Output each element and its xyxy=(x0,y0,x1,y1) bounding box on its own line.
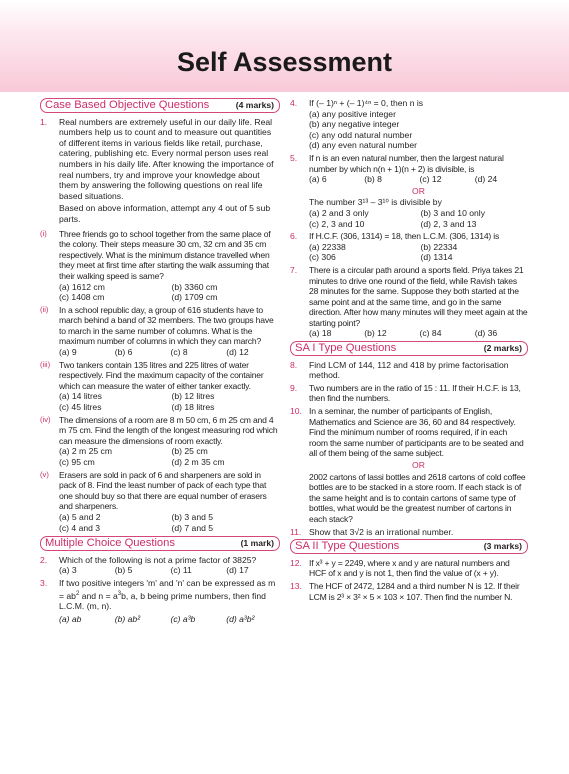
question-12: 12. If x³ + y = 2249, where x and y are natural numbers and HCF of x and y is not 1, then find the value of (x + y). xyxy=(290,557,510,579)
options: (a) 6 (b) 8 (c) 12 (d) 24 xyxy=(309,174,498,185)
question-5: 5. If n is an even natural number, then the largest natural number by which n(n + 1)(n + 2) is divisible, is (a) 6 (b) 8 (c) 12 (d) 24 OR The number 3¹³ – 3¹⁰ is divisible by (a) 2 and 3 only (b) 3 and 10 only (c) 2, 3 and 10 (d) 2, 3 and 13 xyxy=(290,153,528,229)
options: (a) 2 and 3 only (b) 3 and 10 only (c) 2, 3 and 10 (d) 2, 3 and 13 xyxy=(309,207,485,229)
question-3: 3. If two positive integers 'm' and 'n' can be expressed as $m = ab^2$ and $n = a^3b$, a, b being prime numbers, then find L.C.M. (m, n). (a) ab (b) ab² (c) a³b (d) a³b² xyxy=(40,578,280,624)
options: (a) 3 (b) 5 (c) 11 (d) 17 xyxy=(59,565,249,576)
section-marks: (4 marks) xyxy=(235,100,274,110)
question-text: Real numbers are extremely useful in our daily life. Real numbers help us to count and to measure out quantities of different items in various fields like retail, purchase, catering, publishing etc. Every normal person uses real numbers in his daily life. After knowing the importance of real numbers, try and improve your knowledge about them by answering the following questions on real life based situations. xyxy=(59,116,274,201)
section-header-case-based xyxy=(40,98,280,113)
section-header-sa2 xyxy=(290,539,528,554)
options: (a) 9 (b) 6 (c) 8 (d) 12 xyxy=(59,347,249,358)
question-7: 7. There is a circular path around a sports field. Priya takes 21 minutes to drive one round of the field, while Ravish takes 28 minutes for the same. Suppose they both started at the same point and at the same time, and go in the same direction. After how many minutes will they meet again at the starting point? (a) 18 (b) 12 (c) 84 (d) 36 xyxy=(290,264,528,339)
options: (a) 22338 (b) 22334 (c) 306 (d) 1314 xyxy=(309,241,458,263)
question-9: 9. Two numbers are in the ratio of 15 : 11. If their H.C.F. is 13, then find the numbers. xyxy=(290,382,521,404)
options: (a) 1612 cm (b) 3360 cm (c) 1408 cm (d) 1709 cm xyxy=(59,281,218,303)
question-instruction: Based on above information, attempt any 4 out of 5 sub parts. xyxy=(59,203,271,224)
sub-question-i: (i) Three friends go to school together from the same place of the colony. Their steps measure 30 cm, 32 cm and 35 cm respectively. What is the minimum distance travelled when they meet at first time after starting the walk assuming that their walking speed is same? (a) 1612 cm (b) 3360 cm (c) 1408 cm (d) 1709 cm xyxy=(40,229,280,303)
options: (a) 5 and 2 (b) 3 and 5 (c) 4 and 3 (d) 7 and 5 xyxy=(59,511,214,533)
options: (a) 14 litres (b) 12 litres (c) 45 litres (d) 18 litres xyxy=(59,391,215,413)
question-1 xyxy=(40,117,280,227)
section-title: Multiple Choice Questions xyxy=(45,537,175,550)
section-header-sa1 xyxy=(290,341,528,356)
question-2: 2. Which of the following is not a prime factor of 3825? (a) 3 (b) 5 (c) 11 (d) 17 xyxy=(40,555,280,576)
section-title: Case Based Objective Questions xyxy=(45,99,210,111)
question-10: 10. In a seminar, the number of participants of English, Mathematics and Science are 36, 60 and 84 respectively. Find the minimum number of rooms required, if in each room the same number of participants are to be seated and all of them being of the same subject. OR 2002 cartons of lassi bottles and 2618 cartons of cold coffee bottles are to be stacked in a store room. If each stack is of the same height and is to contain cartons of same type of bottles, what would be the greatest number of cartons in each stack? xyxy=(290,406,528,525)
section-header-mcq xyxy=(40,536,280,551)
right-column xyxy=(290,98,528,604)
sub-question-iii: (iii) Two tankers contain 135 litres and 225 litres of water respectively. Find the maximum capacity of the container which can measure the water of either tanker exactly. (a) 14 litres (b) 12 litres (c) 45 litres (d) 18 litres xyxy=(40,360,280,413)
or-label: OR xyxy=(412,185,425,196)
left-column xyxy=(40,98,280,626)
section-title: SA II Type Questions xyxy=(295,540,400,553)
sub-question-ii: (ii) In a school republic day, a group of 616 students have to march behind a band of 32 members. The two groups have to march in the same number of columns. What is the maximum number of columns in which they can march? (a) 9 (b) 6 (c) 8 (d) 12 xyxy=(40,305,280,358)
section-marks: (1 mark) xyxy=(240,538,274,549)
options: (a) ab (b) ab² (c) a³b (d) a³b² xyxy=(59,613,255,624)
section-title: SA I Type Questions xyxy=(295,342,397,355)
sub-question-v: (v) Erasers are sold in pack of 6 and sharpeners are sold in pack of 8. Find the least number of pack of each type that one should buy so that there are equal number of erasers and sharpeners. (a) 5 and 2 (b) 3 and 5 (c) 4 and 3 (d) 7 and 5 xyxy=(40,470,280,534)
or-label: OR xyxy=(412,460,425,470)
question-11: 11. Show that 3√2 is an irrational number. xyxy=(290,526,454,537)
question-13: 13. The HCF of 2472, 1284 and a third number N is 12. If their LCM is 2³ × 3² × 5 × 103 × 107. Then find the number N. xyxy=(290,580,520,602)
section-marks: (3 marks) xyxy=(483,541,522,552)
section-marks: (2 marks) xyxy=(483,343,522,354)
options: (a) 18 (b) 12 (c) 84 (d) 36 xyxy=(309,328,498,339)
page-title: Self Assessment xyxy=(176,47,393,77)
question-number: 1. xyxy=(40,116,48,127)
options: (a) 2 m 25 cm (b) 25 cm (c) 95 cm (d) 2 m 35 cm xyxy=(59,446,225,467)
question-8: 8. Find LCM of 144, 112 and 418 by prime factorisation method. xyxy=(290,359,509,381)
sub-question-iv: (iv) The dimensions of a room are 8 m 50 cm, 6 m 25 cm and 4 m 75 cm. Find the length of the longest measuring rod which can measure the dimensions of room exactly. (a) 2 m 25 cm (b) 25 cm (c) 95 cm (d) 2 m 35 cm xyxy=(40,415,280,468)
question-6: 6. If H.C.F. (306, 1314) = 18, then L.C.M. (306, 1314) is (a) 22338 (b) 22334 (c) 306 (d) 1314 xyxy=(290,231,528,263)
question-4: 4. If (– 1)ⁿ + (– 1)⁴ⁿ = 0, then n is (a) any positive integer (b) any negative integer (c) any odd natural number (d) any even natural number xyxy=(290,98,424,151)
